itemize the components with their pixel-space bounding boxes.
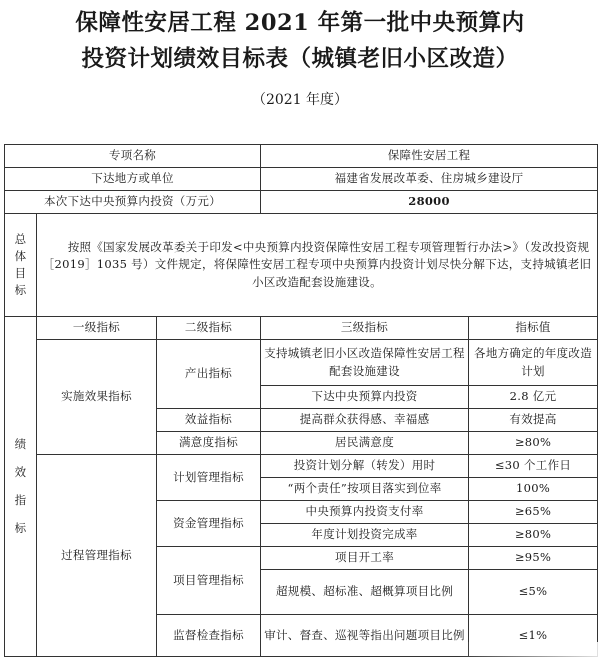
indicator-value: ≤1% bbox=[469, 615, 598, 657]
indicator-value: ≥80% bbox=[469, 524, 598, 547]
level1-effect: 实施效果指标 bbox=[37, 340, 157, 455]
indicator-value: 各地方确定的年度改造计划 bbox=[469, 340, 598, 386]
level2-benefit: 效益指标 bbox=[157, 409, 261, 432]
header-level3: 三级指标 bbox=[261, 317, 469, 340]
goal-row bbox=[5, 214, 598, 317]
info-value: 28000 bbox=[261, 191, 598, 214]
indicator-value: ≤5% bbox=[469, 570, 598, 615]
header-value: 指标值 bbox=[469, 317, 598, 340]
level3-name: 提高群众获得感、幸福感 bbox=[261, 409, 469, 432]
level3-name: 审计、督查、巡视等指出问题项目比例 bbox=[261, 615, 469, 657]
goal-label: 总 体 目 标 bbox=[5, 214, 37, 317]
indicator-side-label: 绩 效 指 标 bbox=[5, 317, 37, 657]
year-label: （2021 年度） bbox=[251, 92, 349, 108]
indicator-value: 2.8 亿元 bbox=[469, 386, 598, 409]
level2-output: 产出指标 bbox=[157, 340, 261, 409]
header-level2: 二级指标 bbox=[157, 317, 261, 340]
level3-name: 项目开工率 bbox=[261, 547, 469, 570]
indicator-value: ≥65% bbox=[469, 501, 598, 524]
indicator-value: ≤30 个工作日 bbox=[469, 455, 598, 478]
indicator-value: 有效提高 bbox=[469, 409, 598, 432]
level3-name: 居民满意度 bbox=[261, 432, 469, 455]
level3-name: 超规模、超标准、超概算项目比例 bbox=[261, 570, 469, 615]
indicator-header-row bbox=[5, 317, 598, 340]
indicator-value: ≥95% bbox=[469, 547, 598, 570]
level2-satisfaction: 满意度指标 bbox=[157, 432, 261, 455]
level1-process: 过程管理指标 bbox=[37, 455, 157, 657]
title-line-2: 投资计划绩效目标表（城镇老旧小区改造） bbox=[81, 46, 519, 72]
level3-name: “两个责任”按项目落实到位率 bbox=[261, 478, 469, 501]
level3-name: 下达中央预算内投资 bbox=[261, 386, 469, 409]
info-value: 福建省发展改革委、住房城乡建设厅 bbox=[261, 168, 598, 191]
title-line-1: 保障性安居工程 2021 年第一批中央预算内 bbox=[75, 10, 525, 36]
level2-project: 项目管理指标 bbox=[157, 547, 261, 615]
level3-name: 中央预算内投资支付率 bbox=[261, 501, 469, 524]
performance-table bbox=[4, 144, 598, 657]
info-value: 保障性安居工程 bbox=[261, 145, 598, 168]
level3-name: 支持城镇老旧小区改造保障性安居工程配套设施建设 bbox=[261, 340, 469, 386]
header-level1: 一级指标 bbox=[37, 317, 157, 340]
info-label: 专项名称 bbox=[5, 145, 261, 168]
level3-name: 投资计划分解（转发）用时 bbox=[261, 455, 469, 478]
info-row bbox=[5, 145, 598, 168]
level2-supervise: 监督检查指标 bbox=[157, 615, 261, 657]
watermark-fade bbox=[458, 642, 598, 658]
indicator-value: ≥80% bbox=[469, 432, 598, 455]
info-row bbox=[5, 191, 598, 214]
level3-name: 年度计划投资完成率 bbox=[261, 524, 469, 547]
level2-plan: 计划管理指标 bbox=[157, 455, 261, 501]
goal-text: 按照《国家发展改革委关于印发<中央预算内投资保障性安居工程专项管理暂行办法>》（发改投资规［2019］1035 号）文件规定，将保障性安居工程专项中央预算内投资计划尽快分解下达，支持城镇老旧小区改造配套设施建设。 bbox=[37, 214, 598, 317]
info-row bbox=[5, 168, 598, 191]
level2-fund: 资金管理指标 bbox=[157, 501, 261, 547]
table-row bbox=[5, 340, 598, 386]
info-label: 下达地方或单位 bbox=[5, 168, 261, 191]
info-label: 本次下达中央预算内投资（万元） bbox=[5, 191, 261, 214]
indicator-value: 100% bbox=[469, 478, 598, 501]
table-row bbox=[5, 455, 598, 478]
